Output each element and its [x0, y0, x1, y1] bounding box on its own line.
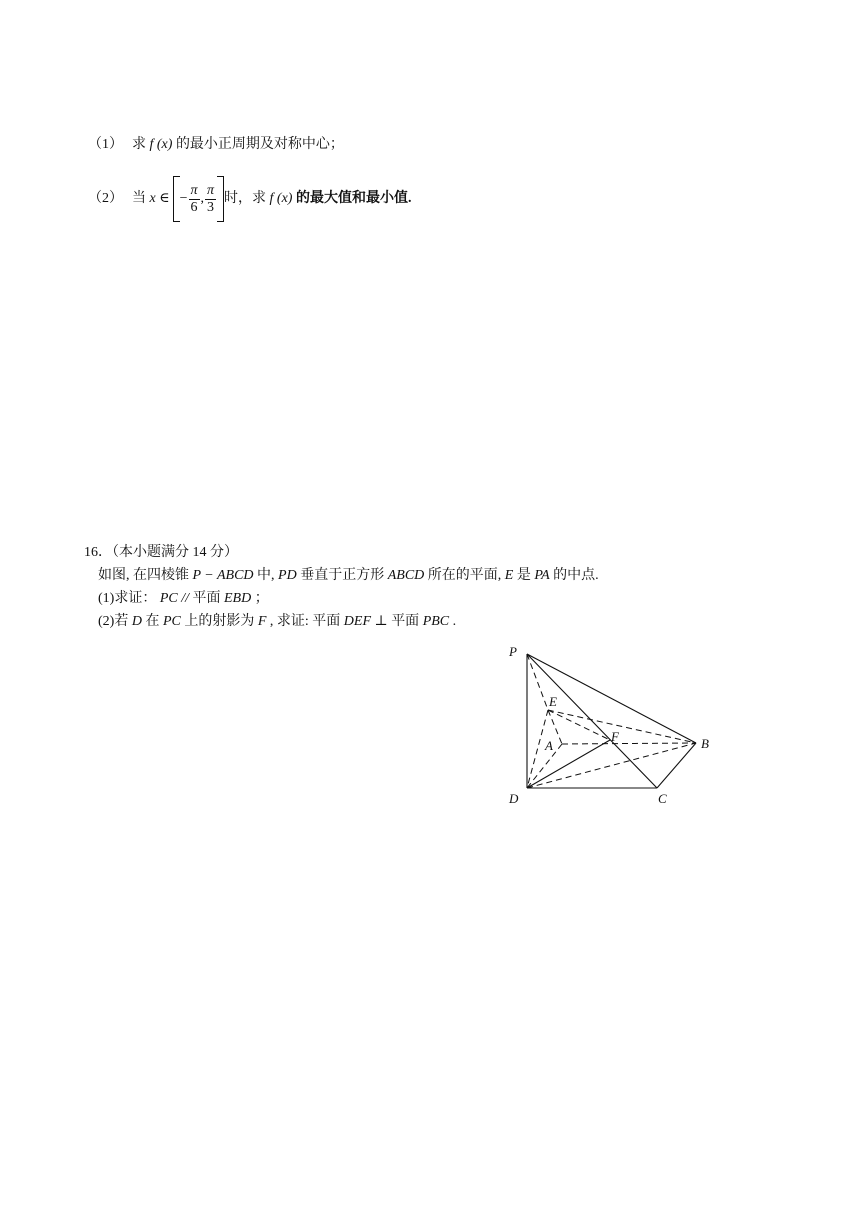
pyramid-figure	[500, 640, 730, 820]
label-D: D	[509, 791, 519, 806]
label-E: E	[549, 694, 557, 709]
edge-PC	[527, 654, 657, 788]
label-B: B	[701, 736, 709, 751]
fraction-pi-6: $\frac{\pi}{6}$	[190, 182, 198, 215]
edge-CB	[657, 743, 696, 788]
part-number: （2）	[88, 191, 123, 207]
math-fx: f (x)	[149, 137, 173, 152]
q16-header: 16．（本小题满分 14 分）	[84, 545, 238, 560]
q16-part2: (2)若 D 在 PC 上的射影为 F , 求证: 平面 DEF ⊥ 平面 PBC .	[98, 614, 457, 629]
right-bracket	[217, 176, 224, 222]
edge-EF	[548, 710, 610, 740]
edge-AB	[562, 743, 696, 744]
label-P: P	[509, 644, 517, 659]
q16-part1: (1)求证： PC // 平面 EBD ；	[98, 591, 269, 606]
label-A: A	[545, 738, 553, 753]
edge-PE	[527, 654, 548, 710]
math-fx: f (x)	[269, 191, 293, 207]
label-F: F	[611, 729, 619, 744]
left-bracket	[173, 176, 180, 222]
q15-part2: （2） 当 x ∈ − $\frac{\pi}{6}$ , $\frac{\pi}{3}$ 时，求 f (x) 的最大值和最小值.	[88, 176, 411, 222]
edge-EB	[548, 710, 696, 743]
fraction-pi-3: $\frac{\pi}{3}$	[207, 182, 215, 215]
q15-part1: （1） 求 f (x) 的最小正周期及对称中心；	[88, 137, 344, 152]
edge-DF	[527, 740, 610, 788]
part-number: （1）	[88, 137, 123, 152]
label-C: C	[658, 791, 667, 806]
q16-intro: 如图, 在四棱锥 P − ABCD 中, PD 垂直于正方形 ABCD 所在的平面, E 是 PA 的中点.	[98, 568, 599, 583]
